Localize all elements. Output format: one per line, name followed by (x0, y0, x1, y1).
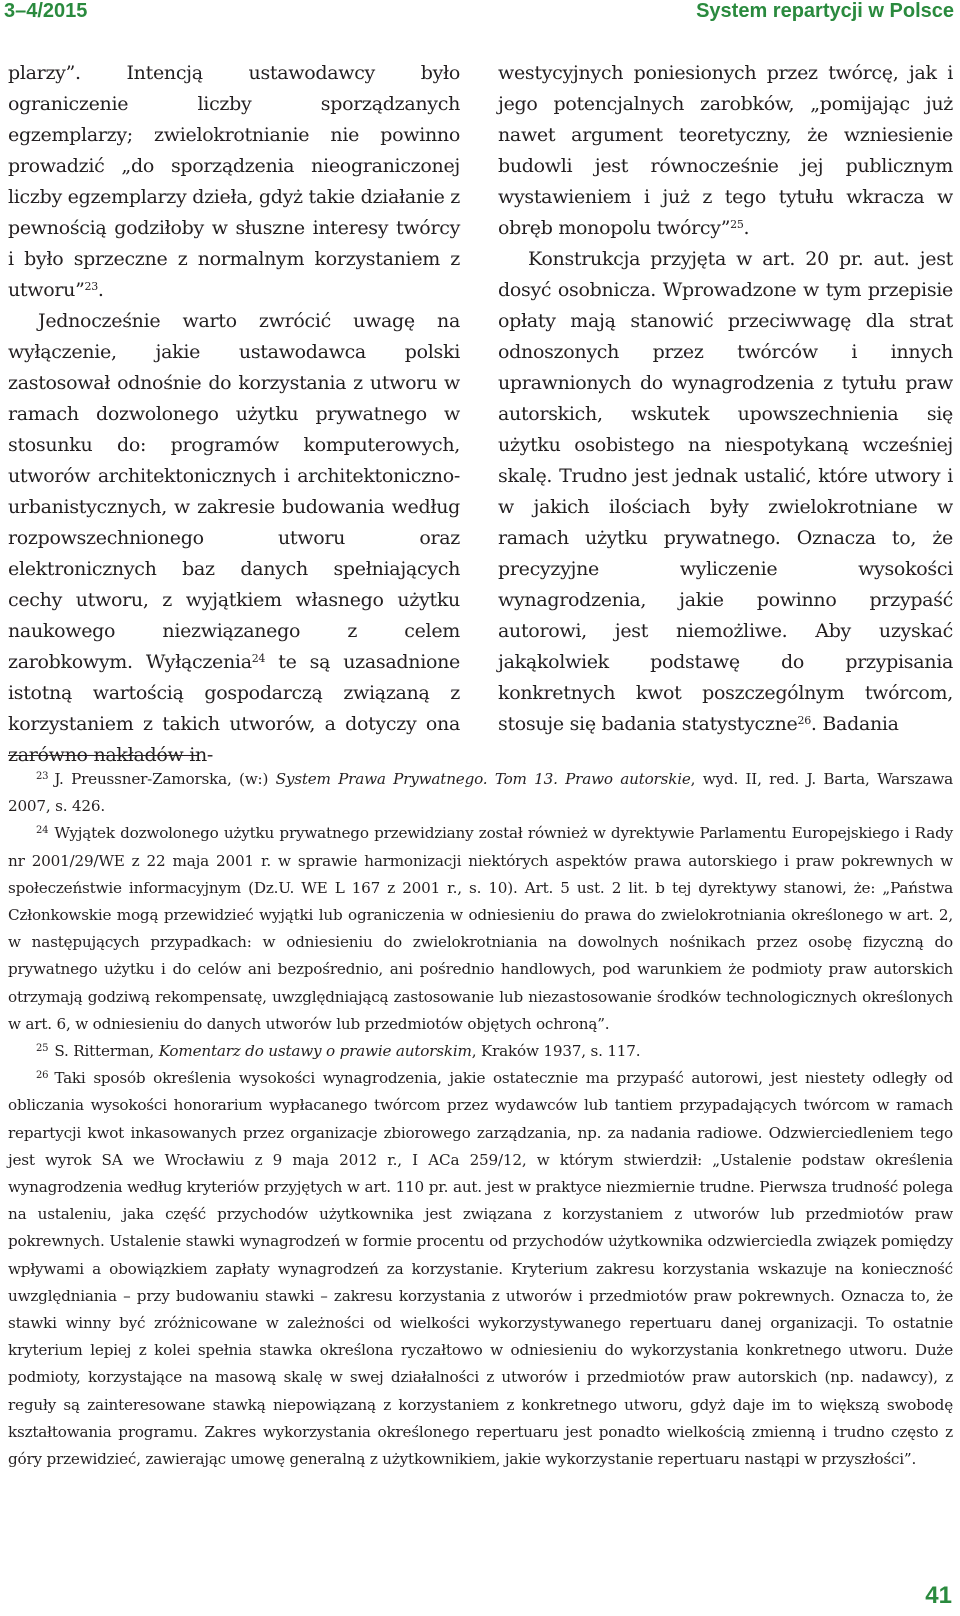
page-number: 41 (925, 1582, 952, 1609)
footnote-23: $^{23}$ J. Preussner-Zamorska, (w:) System Prawa Prywatnego. Tom 13. Prawo autorskie, wyd. II, red. J. Barta, Warszawa 2007, s. 426. (8, 770, 953, 816)
footnote-number: 24 (36, 825, 49, 837)
footnote-ref: 25 (730, 218, 744, 231)
footnote-number: 23 (36, 771, 49, 782)
paragraph: westycyjnych poniesionych przez twórcę, jak i jego potencjalnych zarobków, „pomijając już nawet argument teoretyczny, że wzniesienie budowli jest równocześnie jej publicznym wystawieniem i już z tego tytułu wkracza w obręb monopolu twórcy”$^{25}$. (498, 62, 953, 239)
right-column (498, 58, 953, 740)
footnote-number: 26 (36, 1070, 49, 1082)
footnote-ref: 23 (84, 280, 98, 293)
footnote-26: $^{26}$ Taki sposób określenia wysokości wynagrodzenia, jakie ostatecznie ma przypaść autorowi, jest niestety odległy od obliczania wysokości honorarium wypłacanego twórcom przez wydawców lub tantiem przypadających twórcom w ramach repartycji kwot inkasowanych przez organizacje zbiorowego zarządzania, np. za nadania radiowe. Odzwierciedleniem tego jest wyrok SA we Wrocławiu z 9 maja 2012 r., I ACa 259/12, w którym stwierdził: „Ustalenie podstaw określenia wynagrodzenia według kryteriów przyjętych w art. 110 pr. aut. jest w praktyce niezmiernie trudne. Pierwsza trudność polega na ustaleniu, jaka część przychodów użytkownika jest związana z korzystaniem z utworów lub przedmiotów praw pokrewnych. Ustalenie stawki wynagrodzeń w formie procentu od przychodów użytkownika odzwierciedla związek pomiędzy wpływami a obowiązkiem zapłaty wynagrodzeń za korzystanie. Kryterium zakresu korzystania wskazuje na konieczność uwzględniania – przy budowaniu stawki – zakresu korzystania z utworów i przedmiotów praw pokrewnych. Oznacza to, że stawki winny być zróżnicowane w zależności od wielkości wykorzystywanego repertuaru danej organizacji. To ostatnie kryterium lepiej z kolei spełnia stawka określona ryczałtowo w odniesieniu do wykorzystania konkretnego utworu. Duże podmioty, korzystające na masową skalę w swej działalności z utworów i przedmiotów praw autorskich (np. nadawcy), z reguły są zainteresowane stawką niepowiązaną z korzystaniem z konkretnego utworu, gdyż daje im to większą swobodę kształtowania programu. Zakres wykorzystania określonego repertuaru jest ponadto wielkością zmienną i trudno często z góry przewidzieć, zawierając umowę generalną z użytkownikiem, jakie wykorzystanie repertuaru nastąpi w przyszłości”. (8, 1069, 953, 1469)
journal-issue: 3–4/2015 (4, 0, 88, 22)
left-column (8, 58, 460, 771)
running-title: System repartycji w Polsce (696, 0, 954, 22)
footnote-ref: 24 (251, 652, 266, 665)
paragraph: Jednocześnie warto zwrócić uwagę na wyłączenie, jakie ustawodawca polski zastosował odnośnie do korzystania z utworu w ramach dozwolonego użytku prywatnego w stosunku do: programów komputerowych, utworów architektonicznych i architektoniczno-urbanistycznych, w zakresie budowania według rozpowszechnionego utworu oraz elektronicznych baz danych spełniających cechy utworu, z wyjątkiem własnego użytku naukowego niezwiązanego z celem zarobkowym. Wyłączenia$^{24}$ te są uzasadnione istotną wartością gospodarczą związaną z korzystaniem z takich utworów, a dotyczy ona zarówno nakładów in- (8, 310, 460, 766)
footnotes (8, 766, 953, 1473)
footnote-ref: 26 (797, 714, 811, 727)
paragraph: Konstrukcja przyjęta w art. 20 pr. aut. jest dosyć osobnicza. Wprowadzone w tym przepisie opłaty mają stanowić przeciwwagę dla strat odnoszonych przez twórców i innych uprawnionych do wynagrodzenia z tytułu praw autorskich, wskutek upowszechnienia się użytku osobistego na niespotykaną wcześniej skalę. Trudno jest jednak ustalić, które utwory i w jakich ilościach były zwielokrotniane w ramach użytku prywatnego. Oznacza to, że precyzyjne wyliczenie wysokości wynagrodzenia, jakie powinno przypaść autorowi, jest niemożliwe. Aby uzyskać jakąkolwiek podstawę do przypisania konkretnych kwot poszczególnym twórcom, stosuje się badania statystyczne$^{26}$. Badania (498, 248, 953, 735)
footnote-separator (8, 755, 198, 756)
footnote-24: $^{24}$ Wyjątek dozwolonego użytku prywatnego przewidziany został również w dyrektywie Parlamentu Europejskiego i Rady nr 2001/29/WE z 22 maja 2001 r. w sprawie harmonizacji niektórych aspektów prawa autorskiego i praw pokrewnych w społeczeństwie informacyjnym (Dz.U. WE L 167 z 2001 r., s. 10). Art. 5 ust. 2 lit. b tej dyrektywy stanowi, że: „Państwa Członkowskie mogą przewidzieć wyjątki lub ograniczenia w odniesieniu do prawa do zwielokrotniania określonego w art. 2, w następujących przypadkach: w odniesieniu do zwielokrotniania na dowolnych nośnikach przez osobę fizyczną do prywatnego użytku i do celów ani bezpośrednio, ani pośrednio handlowych, pod warunkiem że podmioty praw autorskich otrzymają godziwą rekompensatę, uwzględniającą zastosowanie lub niezastosowanie środków technologicznych określonych w art. 6, w odniesieniu do danych utworów lub przedmiotów objętych ochroną”. (8, 824, 953, 1033)
footnote-25: $^{25}$ S. Ritterman, Komentarz do ustawy o prawie autorskim, Kraków 1937, s. 117. (36, 1042, 641, 1061)
paragraph: plarzy”. Intencją ustawodawcy było ograniczenie liczby sporządzanych egzemplarzy; zwielokrotnianie nie powinno prowadzić „do sporządzenia nieograniczonej liczby egzemplarzy dzieła, gdyż takie działanie z pewnością godziłoby w słuszne interesy twórcy i było sprzeczne z normalnym korzystaniem z utworu”$^{23}$. (8, 62, 460, 301)
footnote-number: 25 (36, 1043, 49, 1055)
